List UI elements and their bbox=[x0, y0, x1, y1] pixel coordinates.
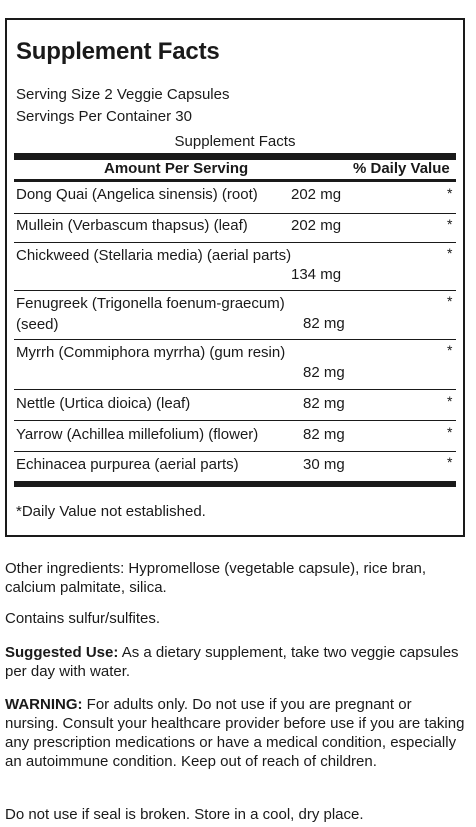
daily-value-mark: * bbox=[447, 293, 453, 309]
ingredient-amount: 202 mg bbox=[291, 217, 342, 234]
contains-notice: Contains sulfur/sulfites. bbox=[5, 610, 161, 627]
row-divider bbox=[14, 389, 456, 390]
row-divider bbox=[14, 339, 456, 340]
suggested-use-label: Suggested Use: bbox=[5, 644, 119, 661]
ingredient-amount: 82 mg bbox=[303, 426, 345, 443]
ingredient-name: Chickweed (Stellaria media) (aerial parts) bbox=[16, 247, 292, 264]
warning-text: For adults only. Do not use if you are pregnant or nursing. Consult your healthcare provider before use if you are taking any prescription medications or have a medical condition, especially an autoimmune condition. Keep out of reach of children. bbox=[5, 696, 465, 770]
header-divider bbox=[14, 179, 456, 182]
row-divider bbox=[14, 290, 456, 291]
col-amount-per-serving: Amount Per Serving bbox=[104, 160, 249, 177]
ingredient-name: Echinacea purpurea (aerial parts) bbox=[16, 456, 239, 473]
daily-value-mark: * bbox=[447, 342, 453, 358]
row-divider bbox=[14, 213, 456, 214]
ingredient-name-cont: (seed) bbox=[16, 316, 59, 333]
daily-value-mark: * bbox=[447, 185, 453, 201]
row-divider bbox=[14, 451, 456, 452]
ingredient-amount: 202 mg bbox=[291, 186, 342, 203]
thick-divider-bottom bbox=[14, 481, 456, 487]
ingredient-name: Fenugreek (Trigonella foenum-graecum) bbox=[16, 295, 285, 312]
supplement-facts-panel bbox=[5, 18, 465, 537]
row-divider bbox=[14, 420, 456, 421]
daily-value-mark: * bbox=[447, 393, 453, 409]
ingredient-name: Nettle (Urtica dioica) (leaf) bbox=[16, 395, 191, 412]
ingredient-amount: 82 mg bbox=[303, 395, 345, 412]
facts-subtitle: Supplement Facts bbox=[174, 133, 296, 150]
ingredient-name: Dong Quai (Angelica sinensis) (root) bbox=[16, 186, 258, 203]
daily-value-mark: * bbox=[447, 424, 453, 440]
ingredient-amount: 82 mg bbox=[303, 364, 345, 381]
suggested-use-text: As a dietary supplement, take two veggie capsules per day with water. bbox=[5, 644, 459, 680]
row-divider bbox=[14, 242, 456, 243]
ingredient-amount: 30 mg bbox=[303, 456, 345, 473]
other-ingredients: Other ingredients: Hypromellose (vegetable capsule), rice bran, calcium palmitate, silica. bbox=[5, 560, 427, 596]
ingredient-name: Yarrow (Achillea millefolium) (flower) bbox=[16, 426, 259, 443]
servings-per-container: Servings Per Container 30 bbox=[16, 108, 192, 125]
ingredient-name: Mullein (Verbascum thapsus) (leaf) bbox=[16, 217, 248, 234]
thick-divider bbox=[14, 153, 456, 160]
ingredient-amount: 134 mg bbox=[291, 266, 342, 283]
daily-value-mark: * bbox=[447, 245, 453, 261]
storage-instructions: Do not use if seal is broken. Store in a cool, dry place. bbox=[5, 806, 364, 823]
ingredient-amount: 82 mg bbox=[303, 315, 345, 332]
daily-value-footnote: *Daily Value not established. bbox=[16, 503, 206, 520]
warning-label: WARNING: bbox=[5, 696, 83, 713]
suggested-use bbox=[5, 643, 467, 681]
ingredient-name: Myrrh (Commiphora myrrha) (gum resin) bbox=[16, 344, 286, 361]
serving-size: Serving Size 2 Veggie Capsules bbox=[16, 86, 230, 103]
col-daily-value: % Daily Value bbox=[353, 160, 450, 177]
warning bbox=[5, 695, 467, 771]
daily-value-mark: * bbox=[447, 216, 453, 232]
facts-title: Supplement Facts bbox=[16, 38, 220, 65]
daily-value-mark: * bbox=[447, 454, 453, 470]
